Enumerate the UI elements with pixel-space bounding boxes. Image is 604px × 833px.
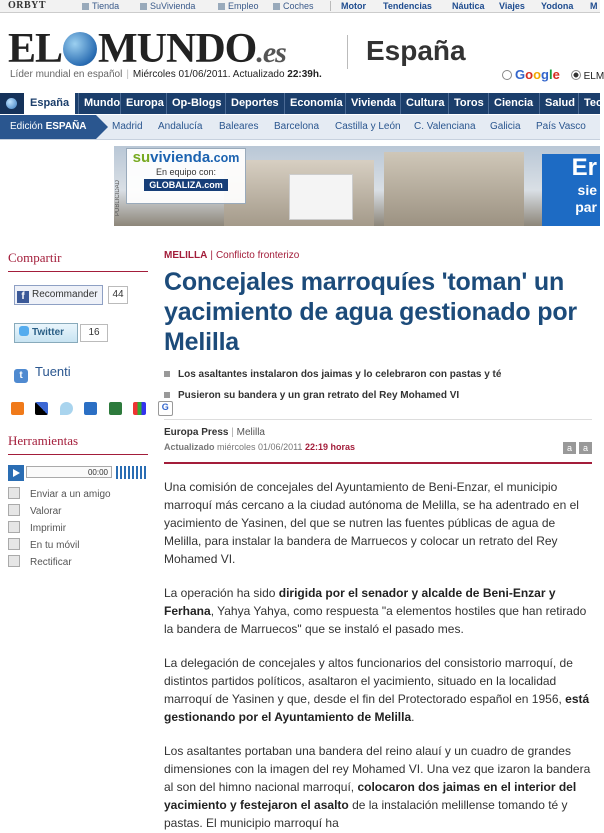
region-link-c-valenciana[interactable]: C. Valenciana (414, 121, 476, 132)
section-link-tendencias[interactable]: Tendencias (383, 1, 432, 11)
font-increase-button[interactable]: a (579, 442, 592, 454)
facebook-recommend-button[interactable]: f Recommander (14, 285, 103, 305)
suvivienda-ad-logo: suvivienda.com En equipo con: GLOBALIZA.com (126, 148, 246, 204)
nav-item-deportes[interactable]: Deportes (225, 93, 279, 114)
masthead-divider (347, 35, 348, 69)
tagline: Líder mundial en español | Miércoles 01/06/2011. Actualizado 22:39h. (10, 69, 322, 80)
orbyt-link[interactable]: ORBYT (8, 0, 47, 11)
nav-item-toros[interactable]: Toros (448, 93, 484, 114)
masthead (0, 13, 604, 93)
article-byline: Europa Press | Melilla (164, 419, 592, 438)
article-paragraph: Los asaltantes portaban una bandera del reino alauí y un cuadro de grandes dimensiones con la imagen del rey Mohamed VI. Una vez que izaron la bandera al son del himno nacional marroquí, colocaron dos jaimas en el interior del yacimiento y festejaron el asalto de la instalación melillense tomando té y pastas. El municipio marroquí ha (164, 744, 591, 830)
twitter-count: 16 (80, 324, 108, 342)
region-link-andalucia[interactable]: Andalucía (158, 121, 203, 132)
twitter-button[interactable]: Twitter (14, 323, 78, 343)
service-link-empleo[interactable]: Empleo (218, 0, 259, 12)
region-link-barcelona[interactable]: Barcelona (274, 121, 320, 132)
section-link-more[interactable]: M (590, 1, 598, 11)
byline-agency: Europa Press (164, 427, 229, 438)
facebook-count: 44 (108, 286, 128, 304)
meneame-icon[interactable] (11, 402, 24, 415)
article-paragraph: Una comisión de concejales del Ayuntamiento de Beni-Enzar, el municipio marroquí más cercano a la ciudad autónoma de Melilla, se ha adentrado en el yacimiento de Yasinen, del que se nutren las fuentes públicas de agua de Melilla, para instalar la bandera de Marruecos y colocar un retrato del Rey Mohamed VI. (164, 480, 579, 566)
envelope-icon (8, 487, 20, 499)
article-paragraph: La operación ha sido dirigida por el senador y alcalde de Beni-Enzar y Ferhana, Yahya Yahya, como respuesta "a elementos hostiles que han retirado la bandera de Marruecos" que se instaló el pasado mes. (164, 586, 587, 636)
audio-progress-bar[interactable]: 00:00 (26, 466, 112, 478)
search-engine-options (502, 67, 604, 82)
digg-icon[interactable] (109, 402, 122, 415)
tuenti-button[interactable]: t Tuenti (14, 364, 71, 383)
technorati-icon[interactable] (60, 402, 73, 415)
top-utility-bar (0, 0, 600, 13)
tools-header: Herramientas (8, 433, 148, 455)
mobile-icon (8, 538, 20, 550)
nav-item-cultura[interactable]: Cultura (400, 93, 445, 114)
building-image (384, 152, 524, 226)
summary-item: Pusieron su bandera y un gran retrato del Rey Mohamed VI (164, 390, 592, 401)
tienda-icon (82, 3, 89, 10)
nav-item-op-blogs[interactable]: Op-Blogs (166, 93, 222, 114)
globe-icon (6, 98, 17, 109)
topbar-divider (330, 1, 331, 11)
rate-link[interactable]: Valorar (8, 504, 62, 517)
share-header: Compartir (8, 250, 148, 272)
article-paragraph: La delegación de concejales y altos funcionarios del consistorio marroquí, de distintos partidos políticos, asaltaron el yacimiento, situado en la localidad marroquí de Yasinen y que, desde el fin del Protectorado español en 1956, está gestionando por el Ayuntamiento de Melilla. (164, 656, 590, 724)
section-title: España (366, 35, 466, 66)
service-link-tienda[interactable]: Tienda (82, 0, 119, 12)
volume-control[interactable] (116, 466, 146, 479)
summary-item: Los asaltantes instalaron dos jaimas y lo celebraron con pastas y té (164, 369, 592, 380)
kicker-section-link[interactable]: MELILLA (164, 250, 208, 261)
section-link-viajes[interactable]: Viajes (499, 1, 525, 11)
myspace-icon[interactable] (84, 402, 97, 415)
region-link-madrid[interactable]: Madrid (112, 121, 143, 132)
advertisement-banner[interactable] (114, 146, 600, 226)
google-logo: Google (515, 67, 560, 82)
nav-item-ciencia[interactable]: Ciencia (488, 93, 533, 114)
send-to-friend-link[interactable]: Enviar a un amigo (8, 487, 111, 500)
suvivienda-icon (140, 3, 147, 10)
tools-panel (8, 433, 148, 568)
article-updated: Actualizado miércoles 01/06/2011 22:19 horas a a (164, 442, 592, 464)
printer-icon (8, 521, 20, 533)
article-kicker: MELILLA | Conflicto fronterizo (164, 250, 300, 261)
check-icon (8, 555, 20, 567)
region-link-pais-vasco[interactable]: País Vasco (536, 121, 586, 132)
font-decrease-button[interactable]: a (563, 442, 576, 454)
social-icons-row (11, 400, 180, 418)
ad-side-panel: Er sie par (542, 154, 600, 226)
article-body (164, 478, 592, 832)
print-link[interactable]: Imprimir (8, 521, 66, 534)
region-link-baleares[interactable]: Baleares (219, 121, 259, 132)
region-link-galicia[interactable]: Galicia (490, 121, 521, 132)
tuenti-icon: t (14, 369, 28, 383)
star-icon (8, 504, 20, 516)
nav-item-vivienda[interactable]: Vivienda (345, 93, 396, 114)
empleo-icon (218, 3, 225, 10)
service-link-suvivienda[interactable]: SuVivienda (140, 0, 195, 12)
byline-city: Melilla (236, 427, 265, 438)
play-icon[interactable] (8, 465, 24, 481)
coches-icon (273, 3, 280, 10)
nav-item-tecnologia[interactable]: Tec (578, 93, 602, 114)
elmundo-search-label: ELM (583, 71, 604, 82)
elmundo-logo[interactable]: EL MUNDO.es (8, 26, 286, 72)
google-radio[interactable] (502, 70, 512, 80)
section-link-nautica[interactable]: Náutica (452, 1, 485, 11)
yahoo-buzz-icon[interactable] (133, 402, 146, 415)
mobile-link[interactable]: En tu móvil (8, 538, 79, 551)
billboard-image (289, 174, 353, 220)
service-link-coches[interactable]: Coches (273, 0, 314, 12)
correct-link[interactable]: Rectificar (8, 555, 72, 568)
elmundo-radio[interactable] (571, 70, 581, 80)
section-link-motor[interactable]: Motor (341, 1, 366, 11)
google-bookmarks-icon[interactable]: G (158, 401, 173, 416)
article (164, 250, 592, 832)
article-summaries (164, 369, 592, 401)
audio-player (8, 465, 148, 481)
edition-bar (0, 115, 600, 140)
share-panel (8, 250, 169, 413)
home-button[interactable] (0, 93, 24, 114)
kicker-topic-link[interactable]: Conflicto fronterizo (215, 250, 300, 261)
twitter-icon (19, 326, 29, 336)
region-link-castilla-leon[interactable]: Castilla y León (335, 121, 401, 132)
delicious-icon[interactable] (35, 402, 48, 415)
nav-item-europa[interactable]: Europa (120, 93, 164, 114)
globe-icon (63, 32, 97, 66)
ad-label: PUBLICIDAD (115, 179, 121, 216)
section-link-yodona[interactable]: Yodona (541, 1, 574, 11)
nav-item-economia[interactable]: Economía (284, 93, 343, 114)
main-navigation (0, 93, 603, 114)
article-headline: Concejales marroquíes 'toman' un yacimiento de agua gestionado por Melilla (164, 268, 577, 356)
nav-item-espana[interactable]: España (24, 93, 75, 114)
facebook-icon: f (17, 291, 29, 303)
edition-selector[interactable]: Edición ESPAÑA (0, 115, 96, 139)
nav-item-salud[interactable]: Salud (539, 93, 575, 114)
nav-item-mundo[interactable]: Mundo (78, 93, 120, 114)
